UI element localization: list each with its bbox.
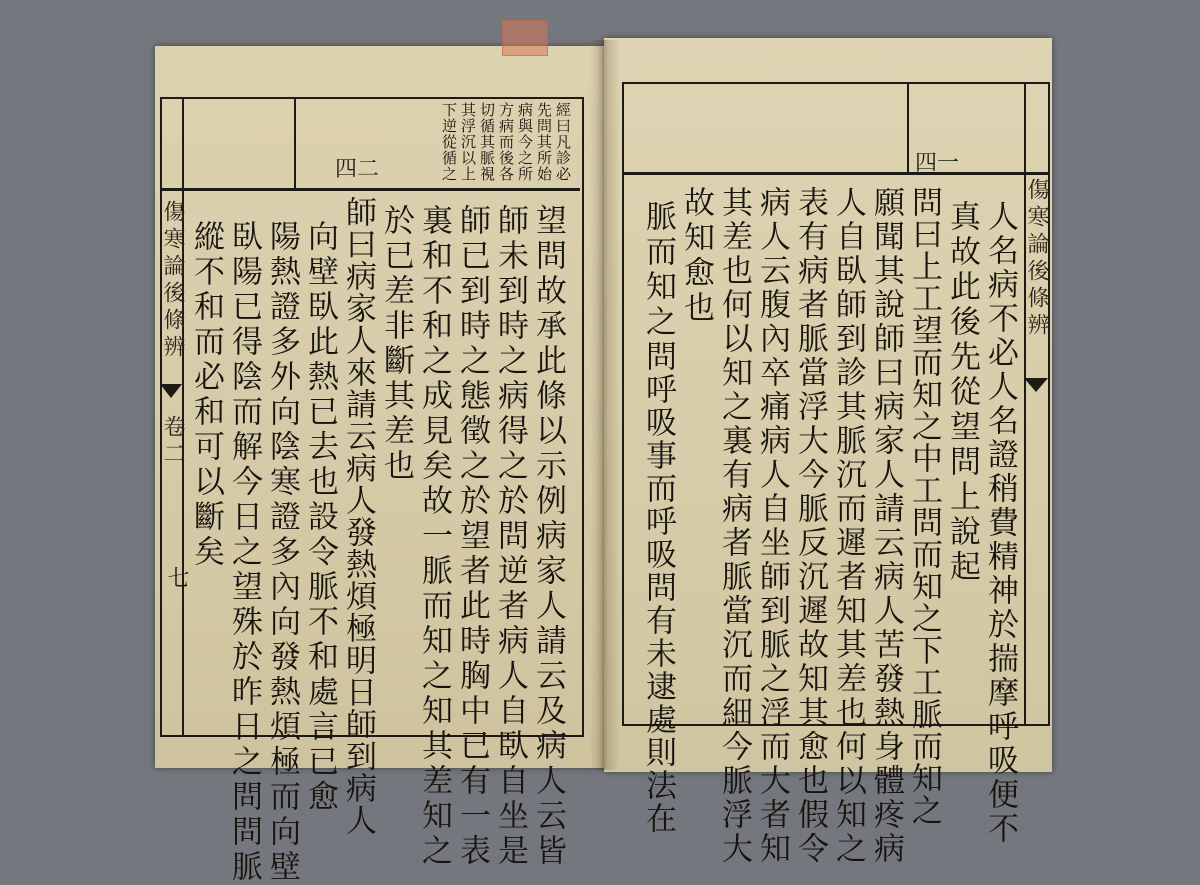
left-commentary-1: 經曰凡診必 [554, 102, 572, 182]
fishtail-mark-left [160, 384, 182, 398]
binding-gutter [590, 40, 620, 770]
right-text-column-2: 真故此後先從望問上說起 [944, 200, 980, 585]
left-text-column-8: 陽熱證多外向陰寒證多內向發熱煩極而向壁 [264, 220, 300, 885]
left-text-column-1: 望問故承此條以示例病家人請云及病人云皆 [530, 204, 566, 869]
right-text-column-9: 故知愈也 [678, 186, 714, 326]
right-header-divider [907, 82, 909, 174]
left-commentary-2: 先問其所始 [535, 102, 553, 182]
right-text-column-10: 脈而知之 [640, 200, 676, 340]
left-commentary-7: 下逆從循之 [440, 102, 458, 182]
left-text-column-5: 於已差非斷其差也 [378, 204, 414, 484]
left-commentary-5: 切循其脈視 [478, 102, 496, 182]
left-commentary-4: 方病而後各 [497, 102, 515, 182]
seal-stamp [502, 20, 548, 56]
right-text-column-1: 人名病不必人名證稍費精神於揣摩呼吸便不 [982, 200, 1018, 846]
left-header-rule [160, 188, 580, 191]
left-commentary-3: 病與今之所 [516, 102, 534, 182]
left-volume-label: 卷二 [160, 415, 185, 469]
right-text-column-3: 問曰上工望而知之中工問而知之下工脈而知之 [906, 186, 942, 826]
right-text-column-8: 其差也何以知之裏有病者脈當沉而細今脈浮大 [716, 186, 752, 866]
left-text-column-2: 師未到時之病得之於問逆者病人自臥自坐是 [492, 204, 528, 869]
left-header-number: 四二 [335, 157, 380, 182]
left-header-divider [294, 97, 296, 189]
right-header-number: 四一 [915, 151, 960, 176]
right-text-column-4: 願聞其說師曰病家人請云病人苦發熱身體疼病 [868, 186, 904, 866]
right-text-column-5: 人自臥師到診其脈沉而遲者知其差也何以知之 [830, 186, 866, 866]
left-margin-title: 傷寒論後條辨 [160, 200, 185, 362]
left-text-column-3: 師已到時之態徵之於望者此時胸中已有一表 [454, 204, 490, 869]
left-commentary-6: 其浮沉以上 [459, 102, 477, 182]
left-text-column-4: 裏和不和之成見矣故一脈而知之知其差知之 [416, 204, 452, 869]
right-text-column-11: 問呼吸事而呼吸問有未逮處則法在 [640, 340, 676, 835]
right-text-column-6: 表有病者脈當浮大今脈反沉遲故知其愈也假令 [792, 186, 828, 866]
left-folio-number: 七 [164, 566, 189, 588]
left-text-column-9: 臥陽已得陰而解今日之望殊於昨日之問問脈 [226, 220, 262, 885]
right-running-title: 傷寒論後條辨 [1024, 178, 1049, 340]
left-text-column-7: 向壁臥此熱已去也設令脈不和處言已愈 [302, 220, 338, 815]
left-text-column-10: 縱不和而必和可以斷矣 [188, 220, 224, 570]
left-text-column-6: 師曰病家人來請云病人發熱煩極明日師到病人 [340, 196, 376, 836]
right-text-column-7: 病人云腹內卒痛病人自坐師到脈之浮而大者知 [754, 186, 790, 866]
right-header-rule [622, 172, 1048, 175]
fishtail-mark-right [1024, 378, 1048, 392]
